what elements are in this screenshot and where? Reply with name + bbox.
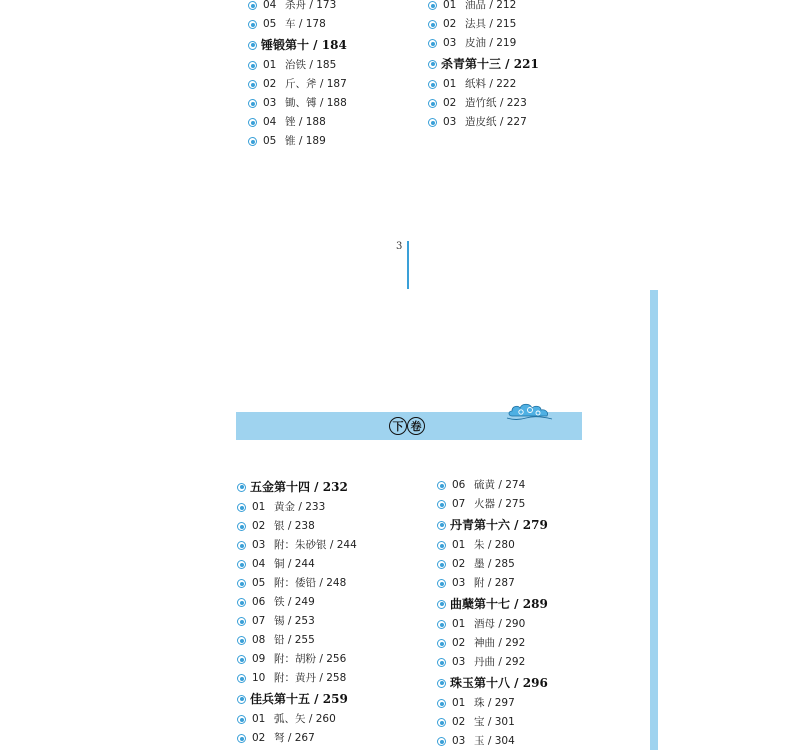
toc-entry[interactable] <box>437 713 548 732</box>
section-title: 杀青第十三 / 221 <box>441 57 539 71</box>
entry-number: 03 <box>263 97 277 109</box>
entry-number: 02 <box>443 18 457 30</box>
toc-entry[interactable] <box>248 75 347 94</box>
circle-bullet-icon <box>428 60 437 69</box>
entry-title: 锄、镈 / 188 <box>285 97 347 109</box>
entry-title: 珠 / 297 <box>474 697 515 709</box>
toc-entry[interactable] <box>437 555 548 574</box>
toc-entry[interactable] <box>437 574 548 593</box>
entry-title: 造皮纸 / 227 <box>465 116 527 128</box>
entry-title: 锉 / 188 <box>285 116 326 128</box>
circle-bullet-icon <box>437 699 446 708</box>
circle-bullet-icon <box>428 1 437 10</box>
entry-number: 01 <box>252 501 266 513</box>
circle-bullet-icon <box>248 20 257 29</box>
circle-bullet-icon <box>437 600 446 609</box>
toc-entry[interactable] <box>437 615 548 634</box>
circle-bullet-icon <box>237 598 246 607</box>
toc-top-left-column <box>248 0 347 151</box>
circle-bullet-icon <box>237 715 246 724</box>
entry-title: 硫黄 / 274 <box>474 479 526 491</box>
banner-char-2: 卷 <box>407 417 425 435</box>
entry-title: 玉 / 304 <box>474 735 515 747</box>
entry-number: 02 <box>452 716 466 728</box>
entry-number: 01 <box>252 713 266 725</box>
toc-entry[interactable] <box>237 669 357 688</box>
toc-entry[interactable] <box>428 34 539 53</box>
entry-number: 02 <box>452 558 466 570</box>
cloud-ornament-icon <box>506 399 556 425</box>
toc-entry[interactable] <box>437 476 548 495</box>
toc-entry[interactable] <box>437 495 548 514</box>
entry-title: 神曲 / 292 <box>474 637 526 649</box>
circle-bullet-icon <box>237 522 246 531</box>
circle-bullet-icon <box>437 639 446 648</box>
circle-bullet-icon <box>237 503 246 512</box>
circle-bullet-icon <box>237 734 246 743</box>
toc-entry[interactable] <box>237 498 357 517</box>
toc-entry[interactable] <box>248 15 347 34</box>
toc-entry[interactable] <box>248 132 347 151</box>
toc-entry[interactable] <box>248 0 347 15</box>
toc-entry[interactable] <box>237 612 357 631</box>
circle-bullet-icon <box>437 679 446 688</box>
section-title: 佳兵第十五 / 259 <box>250 692 348 706</box>
entry-title: 车 / 178 <box>285 18 326 30</box>
entry-title: 油品 / 212 <box>465 0 517 11</box>
toc-entry[interactable] <box>248 94 347 113</box>
circle-bullet-icon <box>437 521 446 530</box>
circle-bullet-icon <box>248 137 257 146</box>
entry-title: 黄金 / 233 <box>274 501 326 513</box>
toc-entry[interactable] <box>428 15 539 34</box>
entry-title: 附 / 287 <box>474 577 515 589</box>
toc-section-heading[interactable] <box>428 53 539 75</box>
circle-bullet-icon <box>237 579 246 588</box>
circle-bullet-icon <box>237 560 246 569</box>
page-number-rule <box>407 241 409 289</box>
toc-section-heading[interactable] <box>248 34 347 56</box>
toc-section-heading[interactable] <box>437 514 548 536</box>
entry-title: 银 / 238 <box>274 520 315 532</box>
toc-entry[interactable] <box>237 650 357 669</box>
circle-bullet-icon <box>248 118 257 127</box>
section-title: 五金第十四 / 232 <box>250 480 348 494</box>
toc-entry[interactable] <box>437 694 548 713</box>
entry-number: 01 <box>452 539 466 551</box>
entry-title: 锥 / 189 <box>285 135 326 147</box>
banner-char-1: 下 <box>389 417 407 435</box>
circle-bullet-icon <box>437 620 446 629</box>
circle-bullet-icon <box>237 483 246 492</box>
entry-title: 酒母 / 290 <box>474 618 526 630</box>
toc-section-heading[interactable] <box>237 476 357 498</box>
circle-bullet-icon <box>437 560 446 569</box>
circle-bullet-icon <box>437 658 446 667</box>
entry-number: 03 <box>443 116 457 128</box>
toc-entry[interactable] <box>428 75 539 94</box>
entry-number: 08 <box>252 634 266 646</box>
entry-number: 05 <box>263 135 277 147</box>
entry-number: 04 <box>263 116 277 128</box>
toc-entry[interactable] <box>437 732 548 751</box>
entry-title: 斤、斧 / 187 <box>285 78 347 90</box>
entry-number: 02 <box>252 520 266 532</box>
entry-number: 01 <box>452 618 466 630</box>
circle-bullet-icon <box>428 39 437 48</box>
circle-bullet-icon <box>428 80 437 89</box>
entry-number: 06 <box>252 596 266 608</box>
toc-entry[interactable] <box>237 536 357 555</box>
entry-title: 弧、矢 / 260 <box>274 713 336 725</box>
entry-title: 皮油 / 219 <box>465 37 517 49</box>
section-title: 珠玉第十八 / 296 <box>450 676 548 690</box>
entry-number: 04 <box>263 0 277 11</box>
circle-bullet-icon <box>248 99 257 108</box>
toc-bottom-right-column <box>437 476 548 751</box>
entry-title: 墨 / 285 <box>474 558 515 570</box>
entry-number: 03 <box>452 577 466 589</box>
toc-entry[interactable] <box>237 631 357 650</box>
circle-bullet-icon <box>248 41 257 50</box>
entry-number: 01 <box>263 59 277 71</box>
toc-entry[interactable] <box>237 517 357 536</box>
circle-bullet-icon <box>237 655 246 664</box>
section-title: 丹青第十六 / 279 <box>450 518 548 532</box>
entry-title: 铅 / 255 <box>274 634 315 646</box>
entry-number: 09 <box>252 653 266 665</box>
circle-bullet-icon <box>248 1 257 10</box>
toc-section-heading[interactable] <box>237 688 357 710</box>
toc-entry[interactable] <box>237 574 357 593</box>
toc-entry[interactable] <box>237 729 357 748</box>
entry-number: 02 <box>263 78 277 90</box>
toc-entry[interactable] <box>237 710 357 729</box>
toc-entry[interactable] <box>248 56 347 75</box>
circle-bullet-icon <box>428 118 437 127</box>
toc-entry[interactable] <box>428 94 539 113</box>
circle-bullet-icon <box>237 541 246 550</box>
entry-number: 02 <box>252 732 266 744</box>
entry-number: 04 <box>252 558 266 570</box>
side-accent-bar <box>650 290 658 750</box>
entry-number: 07 <box>452 498 466 510</box>
circle-bullet-icon <box>248 61 257 70</box>
entry-title: 朱 / 280 <box>474 539 515 551</box>
entry-number: 03 <box>443 37 457 49</box>
entry-number: 03 <box>452 656 466 668</box>
circle-bullet-icon <box>437 500 446 509</box>
entry-number: 10 <box>252 672 266 684</box>
toc-entry[interactable] <box>437 536 548 555</box>
entry-title: 杀舟 / 173 <box>285 0 337 11</box>
toc-entry[interactable] <box>437 653 548 672</box>
entry-title: 附：黄丹 / 258 <box>274 672 347 684</box>
entry-number: 05 <box>263 18 277 30</box>
toc-bottom-left-column <box>237 476 357 748</box>
circle-bullet-icon <box>237 636 246 645</box>
circle-bullet-icon <box>428 99 437 108</box>
section-title: 锤锻第十 / 184 <box>261 38 347 52</box>
entry-title: 纸料 / 222 <box>465 78 517 90</box>
entry-number: 01 <box>452 697 466 709</box>
circle-bullet-icon <box>428 20 437 29</box>
toc-section-heading[interactable] <box>437 593 548 615</box>
circle-bullet-icon <box>237 695 246 704</box>
toc-entry[interactable] <box>428 113 539 132</box>
toc-entry[interactable] <box>237 555 357 574</box>
entry-title: 火器 / 275 <box>474 498 526 510</box>
entry-number: 02 <box>443 97 457 109</box>
entry-number: 05 <box>252 577 266 589</box>
entry-number: 03 <box>452 735 466 747</box>
section-title: 曲蘖第十七 / 289 <box>450 597 548 611</box>
entry-title: 铜 / 244 <box>274 558 315 570</box>
toc-top-right-column <box>428 0 539 132</box>
entry-title: 铁 / 249 <box>274 596 315 608</box>
entry-title: 附：倭铅 / 248 <box>274 577 347 589</box>
circle-bullet-icon <box>437 481 446 490</box>
entry-title: 弩 / 267 <box>274 732 315 744</box>
entry-number: 01 <box>443 0 457 11</box>
entry-number: 06 <box>452 479 466 491</box>
entry-title: 造竹纸 / 223 <box>465 97 527 109</box>
entry-number: 03 <box>252 539 266 551</box>
page-number: 3 <box>396 241 403 252</box>
entry-title: 附：胡粉 / 256 <box>274 653 347 665</box>
toc-entry[interactable] <box>437 634 548 653</box>
circle-bullet-icon <box>437 737 446 746</box>
entry-title: 附：朱砂银 / 244 <box>274 539 357 551</box>
entry-number: 01 <box>443 78 457 90</box>
circle-bullet-icon <box>237 617 246 626</box>
entry-number: 02 <box>452 637 466 649</box>
circle-bullet-icon <box>437 541 446 550</box>
entry-title: 丹曲 / 292 <box>474 656 526 668</box>
circle-bullet-icon <box>437 718 446 727</box>
circle-bullet-icon <box>248 80 257 89</box>
entry-title: 治铁 / 185 <box>285 59 337 71</box>
circle-bullet-icon <box>437 579 446 588</box>
toc-entry[interactable] <box>248 113 347 132</box>
circle-bullet-icon <box>237 674 246 683</box>
toc-entry[interactable] <box>237 593 357 612</box>
volume-banner-label <box>389 415 425 437</box>
entry-number: 07 <box>252 615 266 627</box>
entry-title: 宝 / 301 <box>474 716 515 728</box>
entry-title: 锡 / 253 <box>274 615 315 627</box>
entry-title: 法具 / 215 <box>465 18 517 30</box>
toc-entry[interactable] <box>428 0 539 15</box>
toc-section-heading[interactable] <box>437 672 548 694</box>
